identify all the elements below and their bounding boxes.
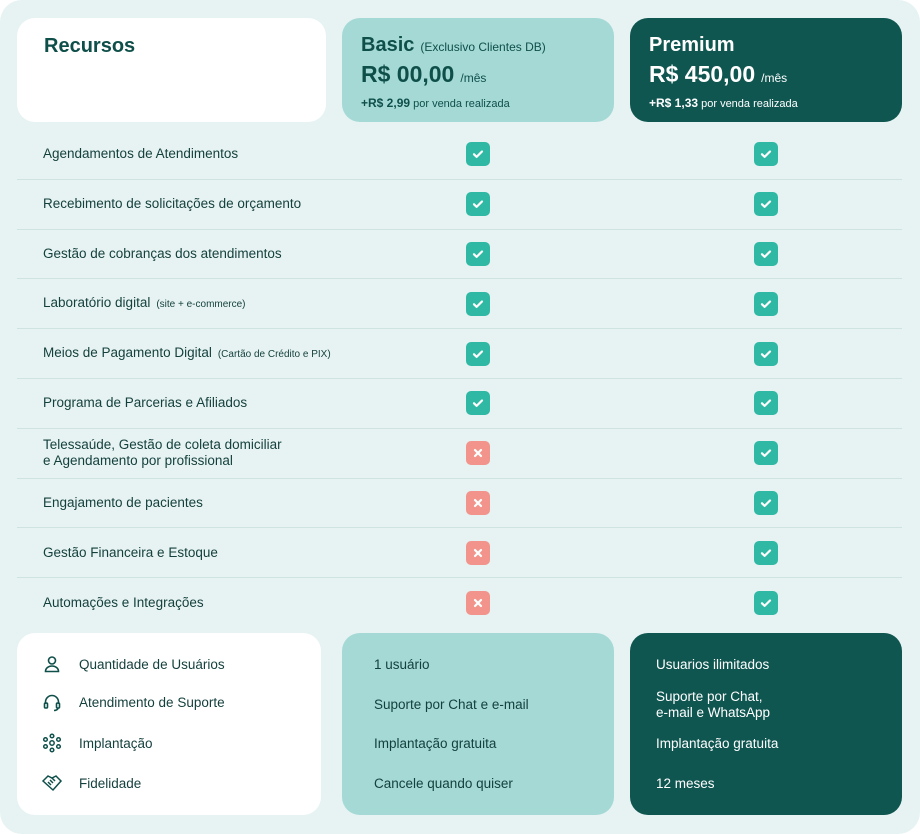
resources-header-card [17, 18, 326, 122]
feature-label-text: Gestão Financeira e Estoque [43, 544, 218, 560]
feature-label-text: Laboratório digital [43, 294, 151, 310]
premium-users-value: Usuarios ilimitados [656, 657, 770, 672]
premium-check-icon [754, 192, 778, 216]
details-labels-card [17, 633, 321, 815]
feature-row [17, 578, 902, 628]
feature-label-text: Engajamento de pacientes [43, 494, 203, 510]
detail-label-users: Quantidade de Usuários [79, 656, 225, 672]
network-icon [41, 732, 63, 754]
feature-label [43, 295, 246, 313]
feature-label-note: (Cartão de Crédito e PIX) [217, 348, 331, 360]
premium-support-value-line2: e-mail e WhatsApp [656, 705, 771, 720]
feature-label-text: Recebimento de solicitações de orçamento [43, 196, 302, 212]
detail-label-loyalty: Fidelidade [79, 775, 142, 791]
feature-label [43, 246, 282, 262]
basic-users-value: 1 usuário [374, 657, 430, 672]
premium-plan-card[interactable] [630, 18, 902, 122]
basic-plan-price-row [361, 61, 486, 88]
basic-cross-icon [466, 441, 490, 465]
premium-loyalty-value: 12 meses [656, 776, 715, 791]
feature-label [43, 345, 331, 363]
feature-label-text: Automações e Integrações [43, 595, 204, 611]
basic-plan-fee: +R$ 2,99 [361, 96, 411, 110]
premium-setup-value: Implantação gratuita [656, 736, 779, 751]
basic-setup-value: Implantação gratuita [374, 736, 497, 751]
feature-label-note: (site + e-commerce) [156, 298, 246, 310]
basic-plan-card[interactable] [342, 18, 614, 122]
feature-row [17, 130, 902, 180]
premium-plan-price-row [649, 61, 787, 88]
detail-label-setup: Implantação [79, 735, 153, 751]
premium-plan-fee-row [649, 96, 798, 110]
basic-details-card [342, 633, 614, 815]
feature-label-text: Meios de Pagamento Digital [43, 344, 212, 360]
basic-loyalty-value: Cancele quando quiser [374, 776, 513, 791]
feature-label-text: Agendamentos de Atendimentos [43, 146, 239, 162]
feature-label [43, 495, 203, 511]
detail-label-support: Atendimento de Suporte [79, 694, 225, 710]
headset-icon [41, 691, 63, 713]
basic-plan-period: /mês [460, 71, 487, 85]
premium-check-icon [754, 142, 778, 166]
premium-plan-fee-note: por venda realizada [701, 98, 798, 110]
feature-row [17, 279, 902, 329]
premium-support-value-line1: Suporte por Chat, [656, 689, 763, 704]
premium-plan-name: Premium [649, 34, 735, 56]
basic-check-icon [466, 342, 490, 366]
basic-support-value: Suporte por Chat e e-mail [374, 697, 529, 712]
basic-plan-note: (Exclusivo Clientes DB) [420, 40, 546, 54]
premium-check-icon [754, 541, 778, 565]
feature-label [43, 395, 247, 411]
premium-plan-period: /mês [761, 71, 788, 85]
resources-title: Recursos [44, 35, 136, 57]
premium-check-icon [754, 441, 778, 465]
feature-label [43, 196, 301, 212]
basic-cross-icon [466, 491, 490, 515]
feature-row [17, 429, 902, 479]
basic-plan-fee-note: por venda realizada [413, 98, 510, 110]
feature-row [17, 379, 902, 429]
feature-label [43, 437, 282, 469]
premium-check-icon [754, 591, 778, 615]
premium-details-card [630, 633, 902, 815]
basic-cross-icon [466, 591, 490, 615]
premium-plan-price: R$ 450,00 [649, 61, 756, 87]
feature-row [17, 180, 902, 230]
user-icon [41, 653, 63, 675]
basic-plan-fee-row [361, 96, 510, 110]
premium-check-icon [754, 292, 778, 316]
basic-check-icon [466, 242, 490, 266]
premium-check-icon [754, 242, 778, 266]
feature-label-text: Telessaúde, Gestão de coleta domiciliar [43, 437, 282, 453]
feature-label-text: Programa de Parcerias e Afiliados [43, 395, 248, 411]
handshake-icon [41, 772, 63, 794]
feature-label [43, 595, 204, 611]
basic-check-icon [466, 142, 490, 166]
feature-row [17, 329, 902, 379]
feature-row [17, 230, 902, 280]
basic-plan-name: Basic [361, 34, 415, 56]
basic-cross-icon [466, 541, 490, 565]
feature-label [43, 146, 238, 162]
basic-check-icon [466, 292, 490, 316]
premium-check-icon [754, 391, 778, 415]
feature-row [17, 479, 902, 529]
premium-check-icon [754, 491, 778, 515]
basic-plan-name-row [361, 34, 546, 57]
premium-plan-fee: +R$ 1,33 [649, 96, 699, 110]
detail-row-support [41, 691, 225, 713]
detail-row-users [41, 653, 225, 675]
feature-label-text-line2: e Agendamento por profissional [43, 453, 233, 469]
detail-row-setup [41, 732, 153, 754]
basic-check-icon [466, 391, 490, 415]
detail-row-loyalty [41, 772, 141, 794]
basic-check-icon [466, 192, 490, 216]
features-table [17, 130, 902, 628]
feature-label [43, 545, 218, 561]
premium-check-icon [754, 342, 778, 366]
basic-plan-price: R$ 00,00 [361, 61, 455, 87]
feature-label-text: Gestão de cobranças dos atendimentos [43, 245, 282, 261]
feature-row [17, 528, 902, 578]
